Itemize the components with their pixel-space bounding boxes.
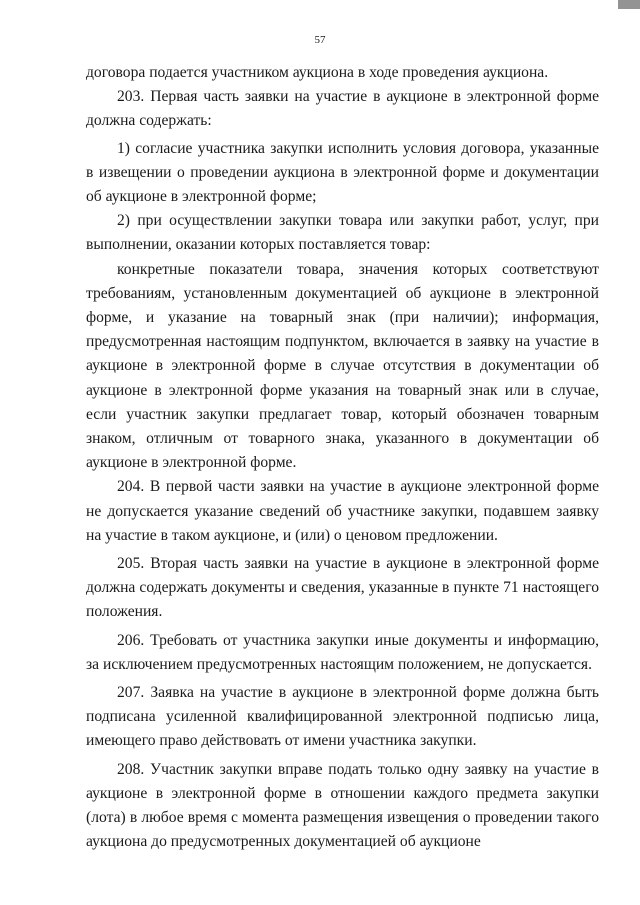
scan-corner-mark <box>618 0 640 9</box>
page-number: 57 <box>314 34 326 46</box>
paragraph-continuation: договора подается участником аукциона в ходе проведения аукциона. <box>86 64 549 81</box>
paragraph-203-item-2: 2) при осуществлении закупки товара или закупки работ, услуг, при выполнении, оказании которых поставляется товар: <box>86 212 599 254</box>
paragraph-203: 203. Первая часть заявки на участие в аукционе в электронной форме должна содержать: <box>86 88 599 130</box>
paragraph-205: 205. Вторая часть заявки на участие в аукционе в электронной форме должна содержать документы и сведения, указанные в пункте 71 настоящего положения. <box>86 555 599 621</box>
paragraph-206: 206. Требовать от участника закупки иные документы и информацию, за исключением предусмотренных настоящим положением, не допускается. <box>86 631 599 673</box>
paragraph-203-item-1: 1) согласие участника закупки исполнить условия договора, указанные в извещении о проведении аукциона в электронной форме и документации об аукционе в электронной форме; <box>86 139 599 206</box>
paragraph-208: 208. Участник закупки вправе подать только одну заявку на участие в аукционе в электронной форме в отношении каждого предмета закупки (лота) в любое время с момента размещения извещения о проведении такого аукциона до предусмотренных документацией об аукционе <box>86 760 599 851</box>
page-body <box>86 61 599 855</box>
paragraph-207: 207. Заявка на участие в аукционе в электронной форме должна быть подписана усиленной квалифицированной электронной подписью лица, имеющего право действовать от имени участника закупки. <box>86 684 599 750</box>
paragraph-204: 204. В первой части заявки на участие в аукционе электронной форме не допускается указание сведений об участнике закупки, подавшем заявку на участие в таком аукционе, и (или) о ценовом предложении. <box>86 478 599 544</box>
paragraph-203-item-2-details: конкретные показатели товара, значения которых соответствуют требованиям, установленным документацией об аукционе в электронной форме, и указание на товарный знак (при наличии); информация, предусмотренная настоящим подпунктом, включается в заявку на участие в аукционе в электронной форме в случае отсутствия в документации об аукционе в электронной форме указания на товарный знак или в случае, если участник закупки предлагает товар, который обозначен товарным знаком, отличным от товарного знака, указанного в документации об аукционе в электронной форме. <box>86 260 599 472</box>
